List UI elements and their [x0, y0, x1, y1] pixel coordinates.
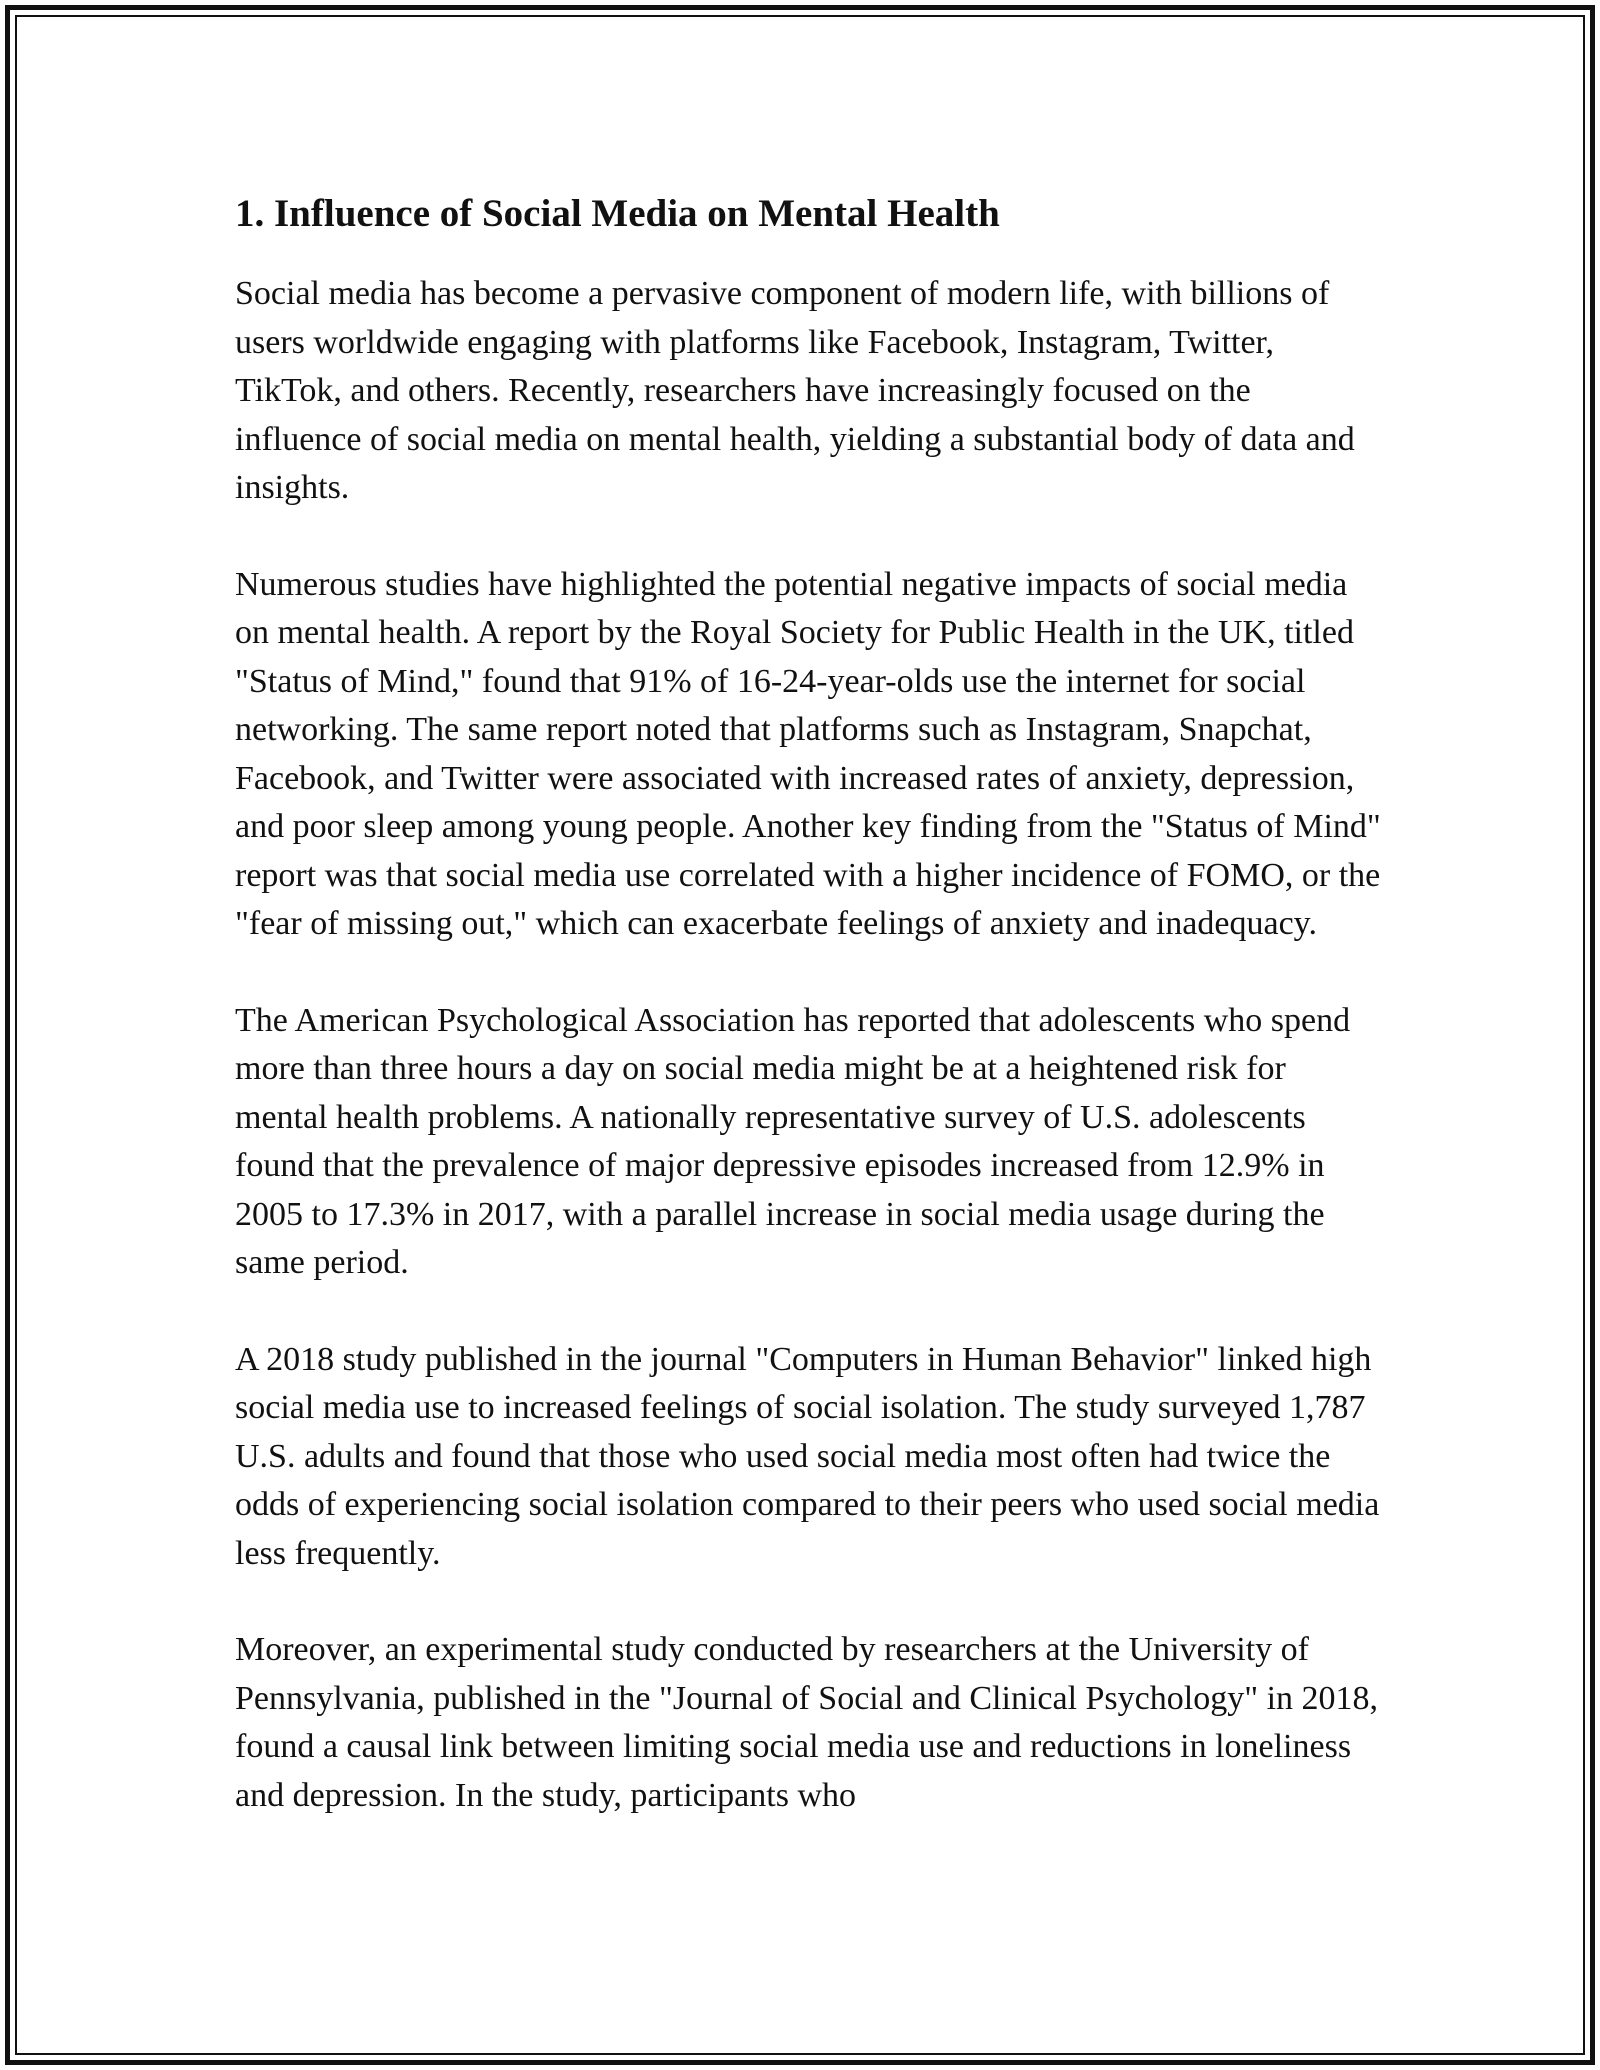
paragraph-3: The American Psychological Association has reported that adolescents who spend more than three hours a day on social media might be at a heightened risk for mental health problems. A nationally representative survey of U.S. adolescents found that the prevalence of major depressive episodes increased from 12.9% in 2005 to 17.3% in 2017, with a parallel increase in social media usage during the same period.: [235, 1001, 1351, 1281]
section-heading: 1. Influence of Social Media on Mental Health: [235, 192, 1000, 235]
document-body: [235, 186, 1385, 1868]
paragraph-5: Moreover, an experimental study conducted by researchers at the University of Pennsylvania, published in the "Journal of Social and Clinical Psychology" in 2018, found a causal link between limiting social media use and reductions in loneliness and depression. In the study, participants who: [235, 1631, 1379, 1814]
paragraph-1: Social media has become a pervasive component of modern life, with billions of users worldwide engaging with platforms like Facebook, Instagram, Twitter, TikTok, and others. Recently, researchers have increasingly focused on the influence of social media on mental health, yielding a substantial body of data and insights.: [235, 275, 1355, 506]
paragraph-4: A 2018 study published in the journal "Computers in Human Behavior" linked high social media use to increased feelings of social isolation. The study surveyed 1,787 U.S. adults and found that those who used social media most often had twice the odds of experiencing social isolation compared to their peers who used social media less frequently.: [235, 1340, 1380, 1572]
paragraph-2: Numerous studies have highlighted the potential negative impacts of social media on mental health. A report by the Royal Society for Public Health in the UK, titled "Status of Mind," found that 91% of 16-24-year-olds use the internet for social networking. The same report noted that platforms such as Instagram, Snapchat, Facebook, and Twitter were associated with increased rates of anxiety, depression, and poor sleep among young people. Another key finding from the "Status of Mind" report was that social media use correlated with a higher incidence of FOMO, or the "fear of missing out," which can exacerbate feelings of anxiety and inadequacy.: [235, 565, 1381, 942]
